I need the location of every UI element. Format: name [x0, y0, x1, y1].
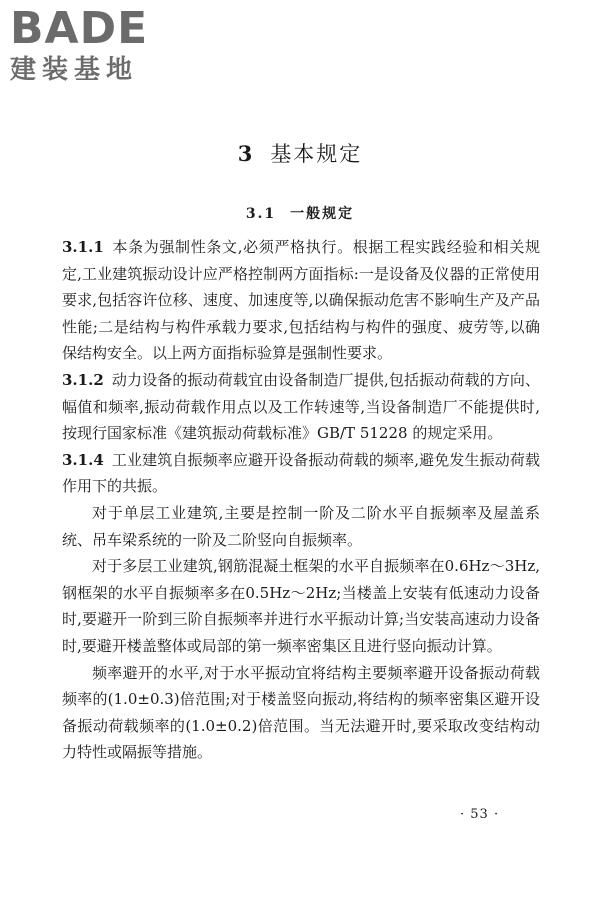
- chapter-title: [0, 138, 600, 168]
- clause-text: 本条为强制性条文,必须严格执行。根据工程实践经验和相关规定,工业建筑振动设计应严格控制两方面指标:一是设备及仪器的正常使用要求,包括容许位移、速度、加速度等,以确保振动危害不影响生产及产品性能;二是结构与构件承载力要求,包括结构与构件的强度、疲劳等,以确保结构安全。以上两方面指标验算是强制性要求。: [62, 238, 540, 363]
- logo-subtitle: 建装基地: [10, 55, 139, 85]
- clause-3-1-2: [62, 367, 540, 447]
- chapter-title-text: 基本规定: [270, 142, 363, 166]
- paragraph-multi-storey: 对于多层工业建筑,钢筋混凝土框架的水平自振频率在0.6Hz～3Hz,钢框架的水平自振频率多在0.5Hz～2Hz;当楼盖上安装有低速动力设备时,要避开一阶到三阶自振频率并进行水平振动计算;当安装高速动力设备时,要避开楼盖整体或局部的第一频率密集区且进行竖向振动计算。: [62, 557, 540, 655]
- clause-3-1-1: [62, 234, 540, 367]
- clause-number: 3.1.1: [62, 238, 104, 256]
- clause-text: 工业建筑自振频率应避开设备振动荷载的频率,避免发生振动荷载作用下的共振。: [62, 450, 540, 496]
- paragraph-frequency-avoidance: 频率避开的水平,对于水平振动宜将结构主要频率避开设备振动荷载频率的(1.0±0.3)倍范围;对于楼盖竖向振动,将结构的频率密集区避开设备振动荷载频率的(1.0±0.2)倍范围。当无法避开时,要采取改变结构动力特性或隔振等措施。: [62, 663, 540, 762]
- clause-number: 3.1.2: [62, 370, 104, 389]
- paragraph-single-storey: 对于单层工业建筑,主要是控制一阶及二阶水平自振频率及屋盖系统、吊车梁系统的一阶及二阶竖向自振频率。: [62, 503, 540, 549]
- body-content: [62, 234, 540, 766]
- logo-brand-text: BADE: [10, 3, 149, 54]
- section-title-text: 一般规定: [290, 206, 355, 222]
- section-title: [0, 203, 600, 223]
- clause-number: 3.1.4: [62, 450, 104, 469]
- chapter-number: 3: [237, 141, 255, 166]
- clause-text: 动力设备的振动荷载宜由设备制造厂提供,包括振动荷载的方向、幅值和频率,振动荷载作用点以及工作转速等,当设备制造厂不能提供时,按现行国家标准《建筑振动荷载标准》GB/T 51228 的规定采用。: [62, 370, 540, 443]
- brand-logo: [10, 3, 180, 86]
- clause-3-1-4: [62, 447, 540, 500]
- section-number: 3.1: [245, 206, 277, 222]
- page-number: · 53 ·: [460, 807, 500, 822]
